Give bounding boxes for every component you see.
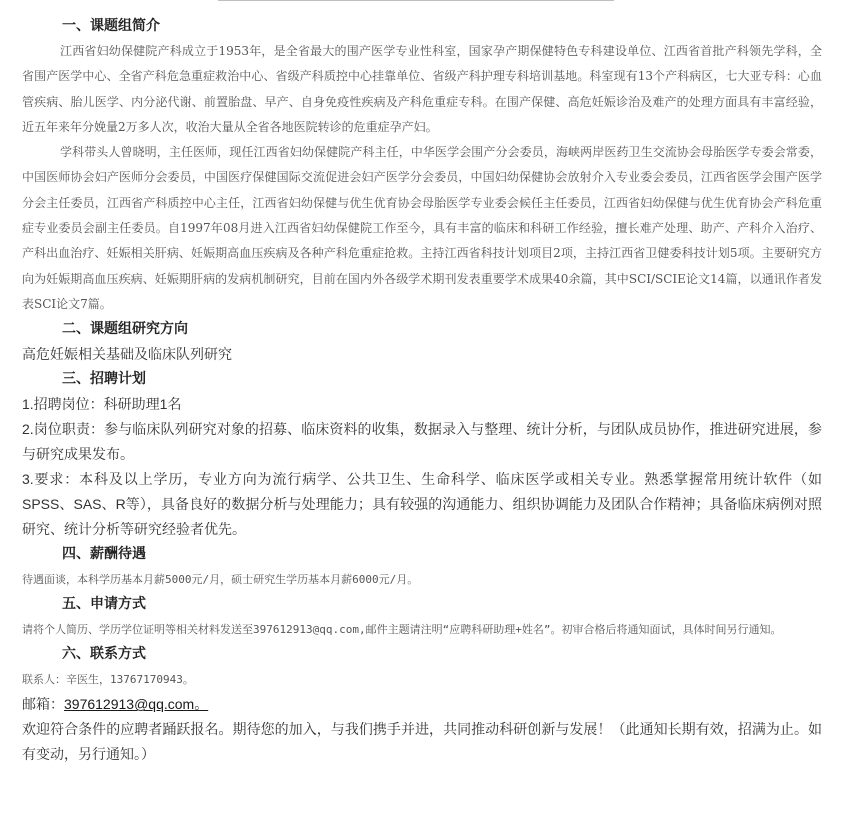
section-heading-direction: 二、课题组研究方向 (62, 321, 188, 338)
contact-person: 联系人：辛医生，13767170943。 (22, 673, 194, 687)
direction-text: 高危妊娠相关基础及临床队列研究 (22, 346, 232, 363)
section-heading-plan: 三、招聘计划 (62, 371, 146, 388)
email-line (22, 692, 822, 717)
salary-text: 待遇面谈，本科学历基本月薪5000元/月，硕士研究生学历基本月薪6000元/月。 (22, 573, 419, 587)
intro-paragraph-2: 学科带头人曾晓明，主任医师，现任江西省妇幼保健院产科主任，中华医学会围产分会委员，海峡两岸医药卫生交流协会母胎医学专委会常委，中国医师协会妇产医师分会委员，中国医疗保健国际交流促进会妇产医学分会委员，中国妇幼保健协会放射介入专业委会委员，江西省医学会围产医学分会主任委员，江西省产科质控中心主任，江西省妇幼保健与优生优育协会母胎医学专业委会候任主任委员，江西省妇幼保健与优生优育协会产科危重症专业委员会副主任委员。自1997年08月进入江西省妇幼保健院工作至今，具有丰富的临床和科研工作经验，擅长难产处理、助产、产科介入治疗、产科出血治疗、妊娠相关肝病、妊娠期高血压疾病及各种产科危重症抢救。主持江西省科技计划项目2项，主持江西省卫健委科技计划5项。主要研究方向为妊娠期高血压疾病、妊娠期肝病的发病机制研究，目前在国内外各级学术期刊发表重要学术成果40余篇，其中SCI/SCIE论文14篇，以通讯作者发表SCI论文7篇。 (22, 145, 822, 311)
closing-text: 欢迎符合条件的应聘者踊跃报名。期待您的加入，与我们携手并进，共同推动科研创新与发展！（此通知长期有效，招满为止。如有变动，另行通知。） (22, 721, 822, 763)
plan-item-position: 1.招聘岗位：科研助理1名 (22, 396, 182, 413)
email-link[interactable]: 397612913@qq.com。 (64, 696, 209, 713)
section-heading-intro: 一、课题组简介 (62, 18, 160, 34)
apply-text: 请将个人简历、学历学位证明等相关材料发送至397612913@qq.com,邮件主题请注明“应聘科研助理+姓名”。初审合格后将通知面试，具体时间另行通知。 (22, 623, 782, 637)
section-heading-salary: 四、薪酬待遇 (62, 546, 146, 563)
section-heading-apply: 五、申请方式 (62, 596, 146, 613)
section-heading-contact: 六、联系方式 (62, 646, 146, 663)
top-divider (218, 0, 614, 1)
email-label: 邮箱： (22, 696, 64, 713)
plan-item-requirements: 3.要求：本科及以上学历，专业方向为流行病学、公共卫生、生命科学、临床医学或相关专业。熟悉掌握常用统计软件（如SPSS、SAS、R等），具备良好的数据分析与处理能力；具有较强的沟通能力、组织协调能力及团队合作精神；具备临床病例对照研究、统计分析等研究经验者优先。 (22, 471, 822, 538)
intro-paragraph-1: 江西省妇幼保健院产科成立于1953年，是全省最大的围产医学专业性科室，国家孕产期保健特色专科建设单位、江西省首批产科领先学科，全省围产医学中心、全省产科危急重症救治中心、省级产科质控中心挂靠单位、省级产科护理专科培训基地。科室现有13个产科病区，七大亚专科：心血管疾病、胎儿医学、内分泌代谢、前置胎盘、早产、自身免疫性疾病及产科危重症专科。在围产保健、高危妊娠诊治及难产的处理方面具有丰富经验，近五年来年分娩量2万多人次，收治大量从全省各地医院转诊的危重症孕产妇。 (22, 44, 822, 134)
article-body (22, 14, 822, 767)
plan-item-duties: 2.岗位职责：参与临床队列研究对象的招募、临床资料的收集，数据录入与整理、统计分析，与团队成员协作，推进研究进展，参与研究成果发布。 (22, 421, 822, 463)
